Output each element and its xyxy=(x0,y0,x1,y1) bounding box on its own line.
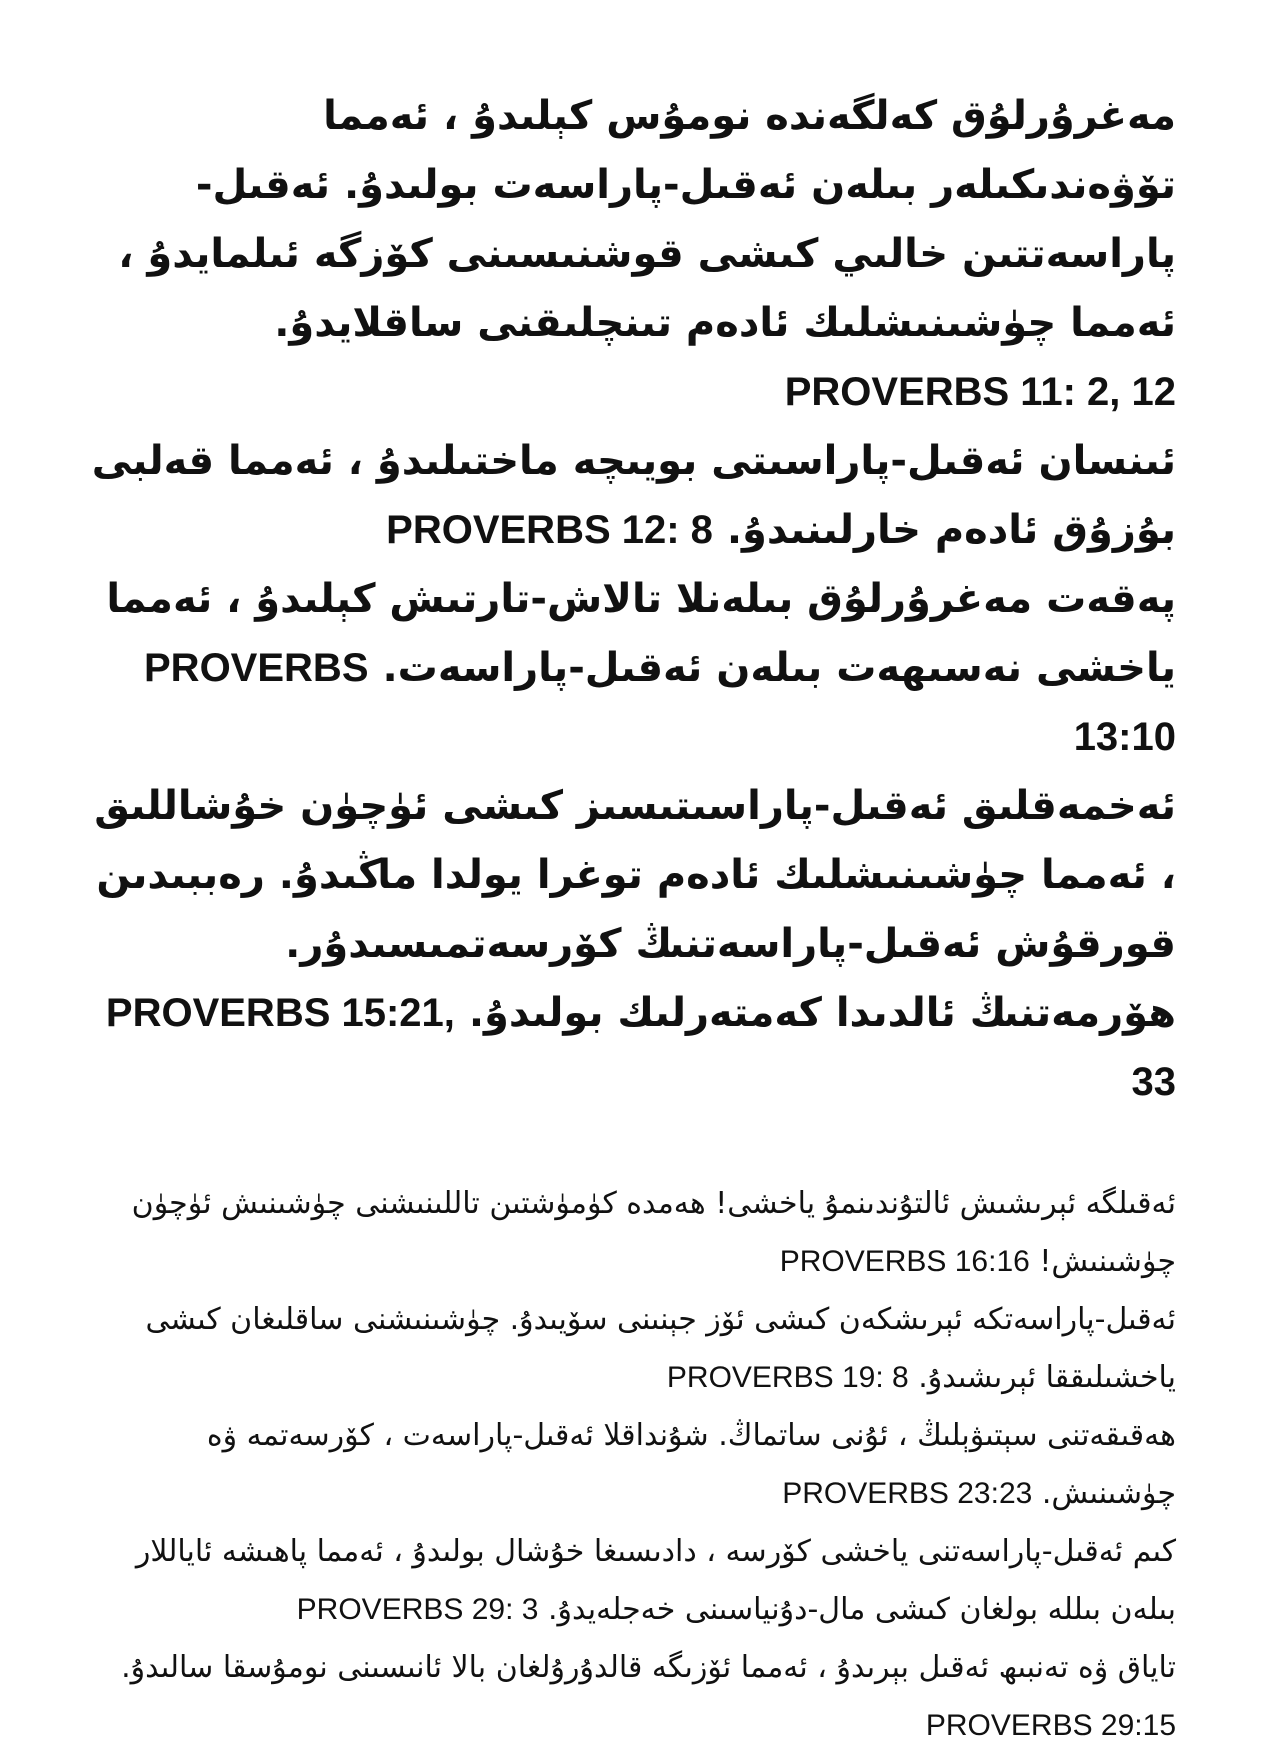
verse-reference: PROVERBS 11: 2, 12 xyxy=(784,370,1176,414)
verse-reference: PROVERBS 13:10 xyxy=(144,646,1176,759)
verse-paragraph xyxy=(70,1407,1176,1523)
verse-paragraph xyxy=(70,427,1176,565)
verse-reference: PROVERBS 23:23 xyxy=(782,1477,1033,1510)
verse-text: ئەقىل-پاراسەتكە ئېرىشكەن كىشى ئۆز جېنىنى سۆيىدۇ. چۈشىنىشنى ساقلىغان كىشى ياخشىلىققا ئېرىشىدۇ. xyxy=(145,1302,1176,1395)
verse-paragraph xyxy=(70,772,1176,1117)
verse-reference: PROVERBS 15:21, 33 xyxy=(105,991,1176,1104)
verse-paragraph xyxy=(70,1639,1176,1755)
verse-text: تاياق ۋە تەنبىھ ئەقىل بېرىدۇ ، ئەمما ئۆزىگە قالدۇرۇلغان بالا ئانىسىنى نومۇسقا سالىدۇ. xyxy=(121,1650,1176,1685)
verse-text: ئەقىلگە ئېرىشىش ئالتۇندىنمۇ ياخشى! ھەمدە كۈمۈشتىن تاللىنىشنى چۈشىنىش ئۈچۈن چۈشىنىش! xyxy=(131,1186,1176,1279)
verse-column xyxy=(70,82,1176,1755)
verse-text: پەقەت مەغرۇرلۇق بىلەنلا تالاش-تارتىش كېلىدۇ ، ئەمما ياخشى نەسىھەت بىلەن ئەقىل-پاراسەت. xyxy=(106,576,1176,691)
verse-text: كىم ئەقىل-پاراسەتنى ياخشى كۆرسە ، دادىسىغا خۇشال بولىدۇ ، ئەمما پاھىشە ئاياللار بىلەن بىللە بولغان كىشى مال-دۇنياسىنى خەجلەيدۇ. xyxy=(135,1534,1176,1627)
verse-reference: PROVERBS 29:15 xyxy=(925,1709,1176,1742)
verse-paragraph xyxy=(70,82,1176,427)
verse-text: ئىنسان ئەقىل-پاراسىتى بويىچە ماختىلىدۇ ، ئەمما قەلبى بۇزۇق ئادەم خارلىنىدۇ. xyxy=(91,438,1176,553)
verse-text: ھەقىقەتنى سېتىۋېلىڭ ، ئۇنى ساتماڭ. شۇنداقلا ئەقىل-پاراسەت ، كۆرسەتمە ۋە چۈشىنىش. xyxy=(206,1418,1176,1511)
verse-text: مەغرۇرلۇق كەلگەندە نومۇس كېلىدۇ ، ئەمما تۆۋەندىكىلەر بىلەن ئەقىل-پاراسەت بولىدۇ. ئەقىل-پاراسەتتىن خالىي كىشى قوشنىسىنى كۆزگە ئىلمايدۇ ، ئەمما چۈشىنىشلىك ئادەم تىنچلىقنى ساقلايدۇ. xyxy=(118,93,1176,346)
verse-text: ئەخمەقلىق ئەقىل-پاراسىتىسىز كىشى ئۈچۈن خۇشاللىق ، ئەمما چۈشىنىشلىك ئادەم توغرا يولدا ماڭىدۇ. رەببىدىن قورقۇش ئەقىل-پاراسەتنىڭ كۆرسەتمىسىدۇر. ھۆرمەتنىڭ ئالدىدا كەمتەرلىك بولىدۇ. xyxy=(94,783,1176,1036)
verse-reference: PROVERBS 16:16 xyxy=(779,1245,1030,1278)
small-verses-section xyxy=(70,1175,1176,1755)
verse-paragraph xyxy=(70,565,1176,772)
verse-reference: PROVERBS 19: 8 xyxy=(666,1361,909,1394)
verse-paragraph xyxy=(70,1175,1176,1291)
large-verses-section xyxy=(70,82,1176,1117)
verse-reference: PROVERBS 12: 8 xyxy=(386,508,713,552)
verse-paragraph xyxy=(70,1523,1176,1639)
verse-paragraph xyxy=(70,1291,1176,1407)
verse-reference: PROVERBS 29: 3 xyxy=(296,1593,539,1626)
